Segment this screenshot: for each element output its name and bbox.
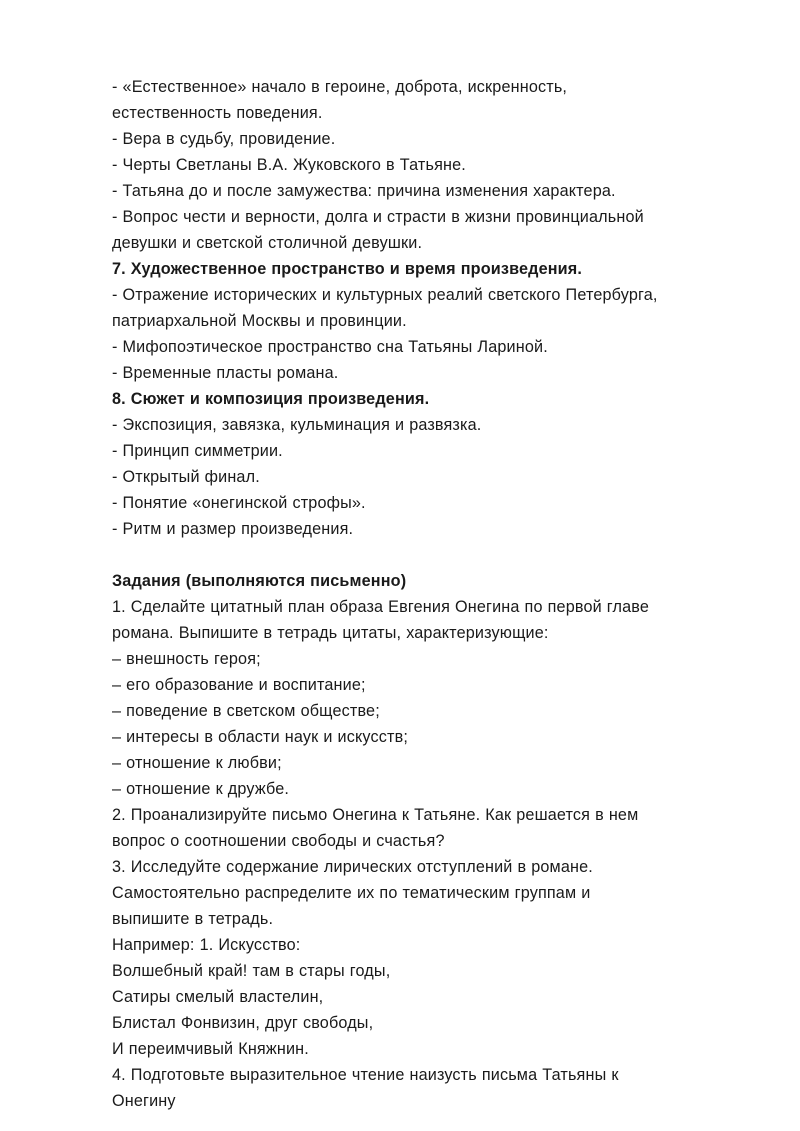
text-line: - Мифопоэтическое пространство сна Татьяны Лариной.: [112, 338, 548, 356]
text-line: - Татьяна до и после замужества: причина изменения характера.: [112, 182, 616, 200]
text-line: выпишите в тетрадь.: [112, 910, 274, 928]
text-line: – отношение к дружбе.: [112, 780, 290, 798]
text-line: Волшебный край! там в стары годы,: [112, 962, 391, 980]
blank-line-spacer: [112, 542, 734, 568]
text-line: романа. Выпишите в тетрадь цитаты, характеризующие:: [112, 624, 549, 642]
section-heading: Задания (выполняются письменно): [112, 572, 407, 590]
text-line: - Понятие «онегинской строфы».: [112, 494, 366, 512]
text-line: патриархальной Москвы и провинции.: [112, 312, 407, 330]
text-block-heroine-traits: [112, 74, 734, 256]
text-line: - Отражение исторических и культурных реалий светского Петербурга,: [112, 286, 658, 304]
text-line: 4. Подготовьте выразительное чтение наизусть письма Татьяны к: [112, 1066, 619, 1084]
text-line: - Временные пласты романа.: [112, 364, 339, 382]
text-line: Например: 1. Искусство:: [112, 936, 301, 954]
text-line: 3. Исследуйте содержание лирических отступлений в романе.: [112, 858, 593, 876]
text-block-assignments: [112, 568, 734, 1114]
text-line: И переимчивый Княжнин.: [112, 1040, 309, 1058]
text-line: – отношение к любви;: [112, 754, 282, 772]
text-line: Сатиры смелый властелин,: [112, 988, 324, 1006]
document-text-body: [112, 74, 734, 1114]
section-heading: 7. Художественное пространство и время произведения.: [112, 260, 583, 278]
text-line: - Экспозиция, завязка, кульминация и развязка.: [112, 416, 482, 434]
text-line: - Открытый финал.: [112, 468, 260, 486]
text-block-section-8: [112, 386, 734, 542]
text-line: – внешность героя;: [112, 650, 261, 668]
text-line: - Вопрос чести и верности, долга и страсти в жизни провинциальной: [112, 208, 644, 226]
text-line: – его образование и воспитание;: [112, 676, 366, 694]
text-line: – поведение в светском обществе;: [112, 702, 380, 720]
text-line: Блистал Фонвизин, друг свободы,: [112, 1014, 374, 1032]
text-line: - Вера в судьбу, провидение.: [112, 130, 336, 148]
text-line: - Принцип симметрии.: [112, 442, 283, 460]
text-line: естественность поведения.: [112, 104, 323, 122]
section-heading: 8. Сюжет и композиция произведения.: [112, 390, 430, 408]
text-line: девушки и светской столичной девушки.: [112, 234, 423, 252]
text-block-blank-gap-1: [112, 542, 734, 568]
text-line: Самостоятельно распределите их по тематическим группам и: [112, 884, 591, 902]
text-block-section-7: [112, 256, 734, 386]
text-line: - «Естественное» начало в героине, доброта, искренность,: [112, 78, 568, 96]
text-line: 2. Проанализируйте письмо Онегина к Татьяне. Как решается в нем: [112, 806, 639, 824]
text-line: – интересы в области наук и искусств;: [112, 728, 409, 746]
text-line: - Ритм и размер произведения.: [112, 520, 354, 538]
text-line: 1. Сделайте цитатный план образа Евгения Онегина по первой главе: [112, 598, 650, 616]
text-line: Онегину: [112, 1092, 176, 1110]
text-line: вопрос о соотношении свободы и счастья?: [112, 832, 445, 850]
text-line: - Черты Светланы В.А. Жуковского в Татьяне.: [112, 156, 466, 174]
